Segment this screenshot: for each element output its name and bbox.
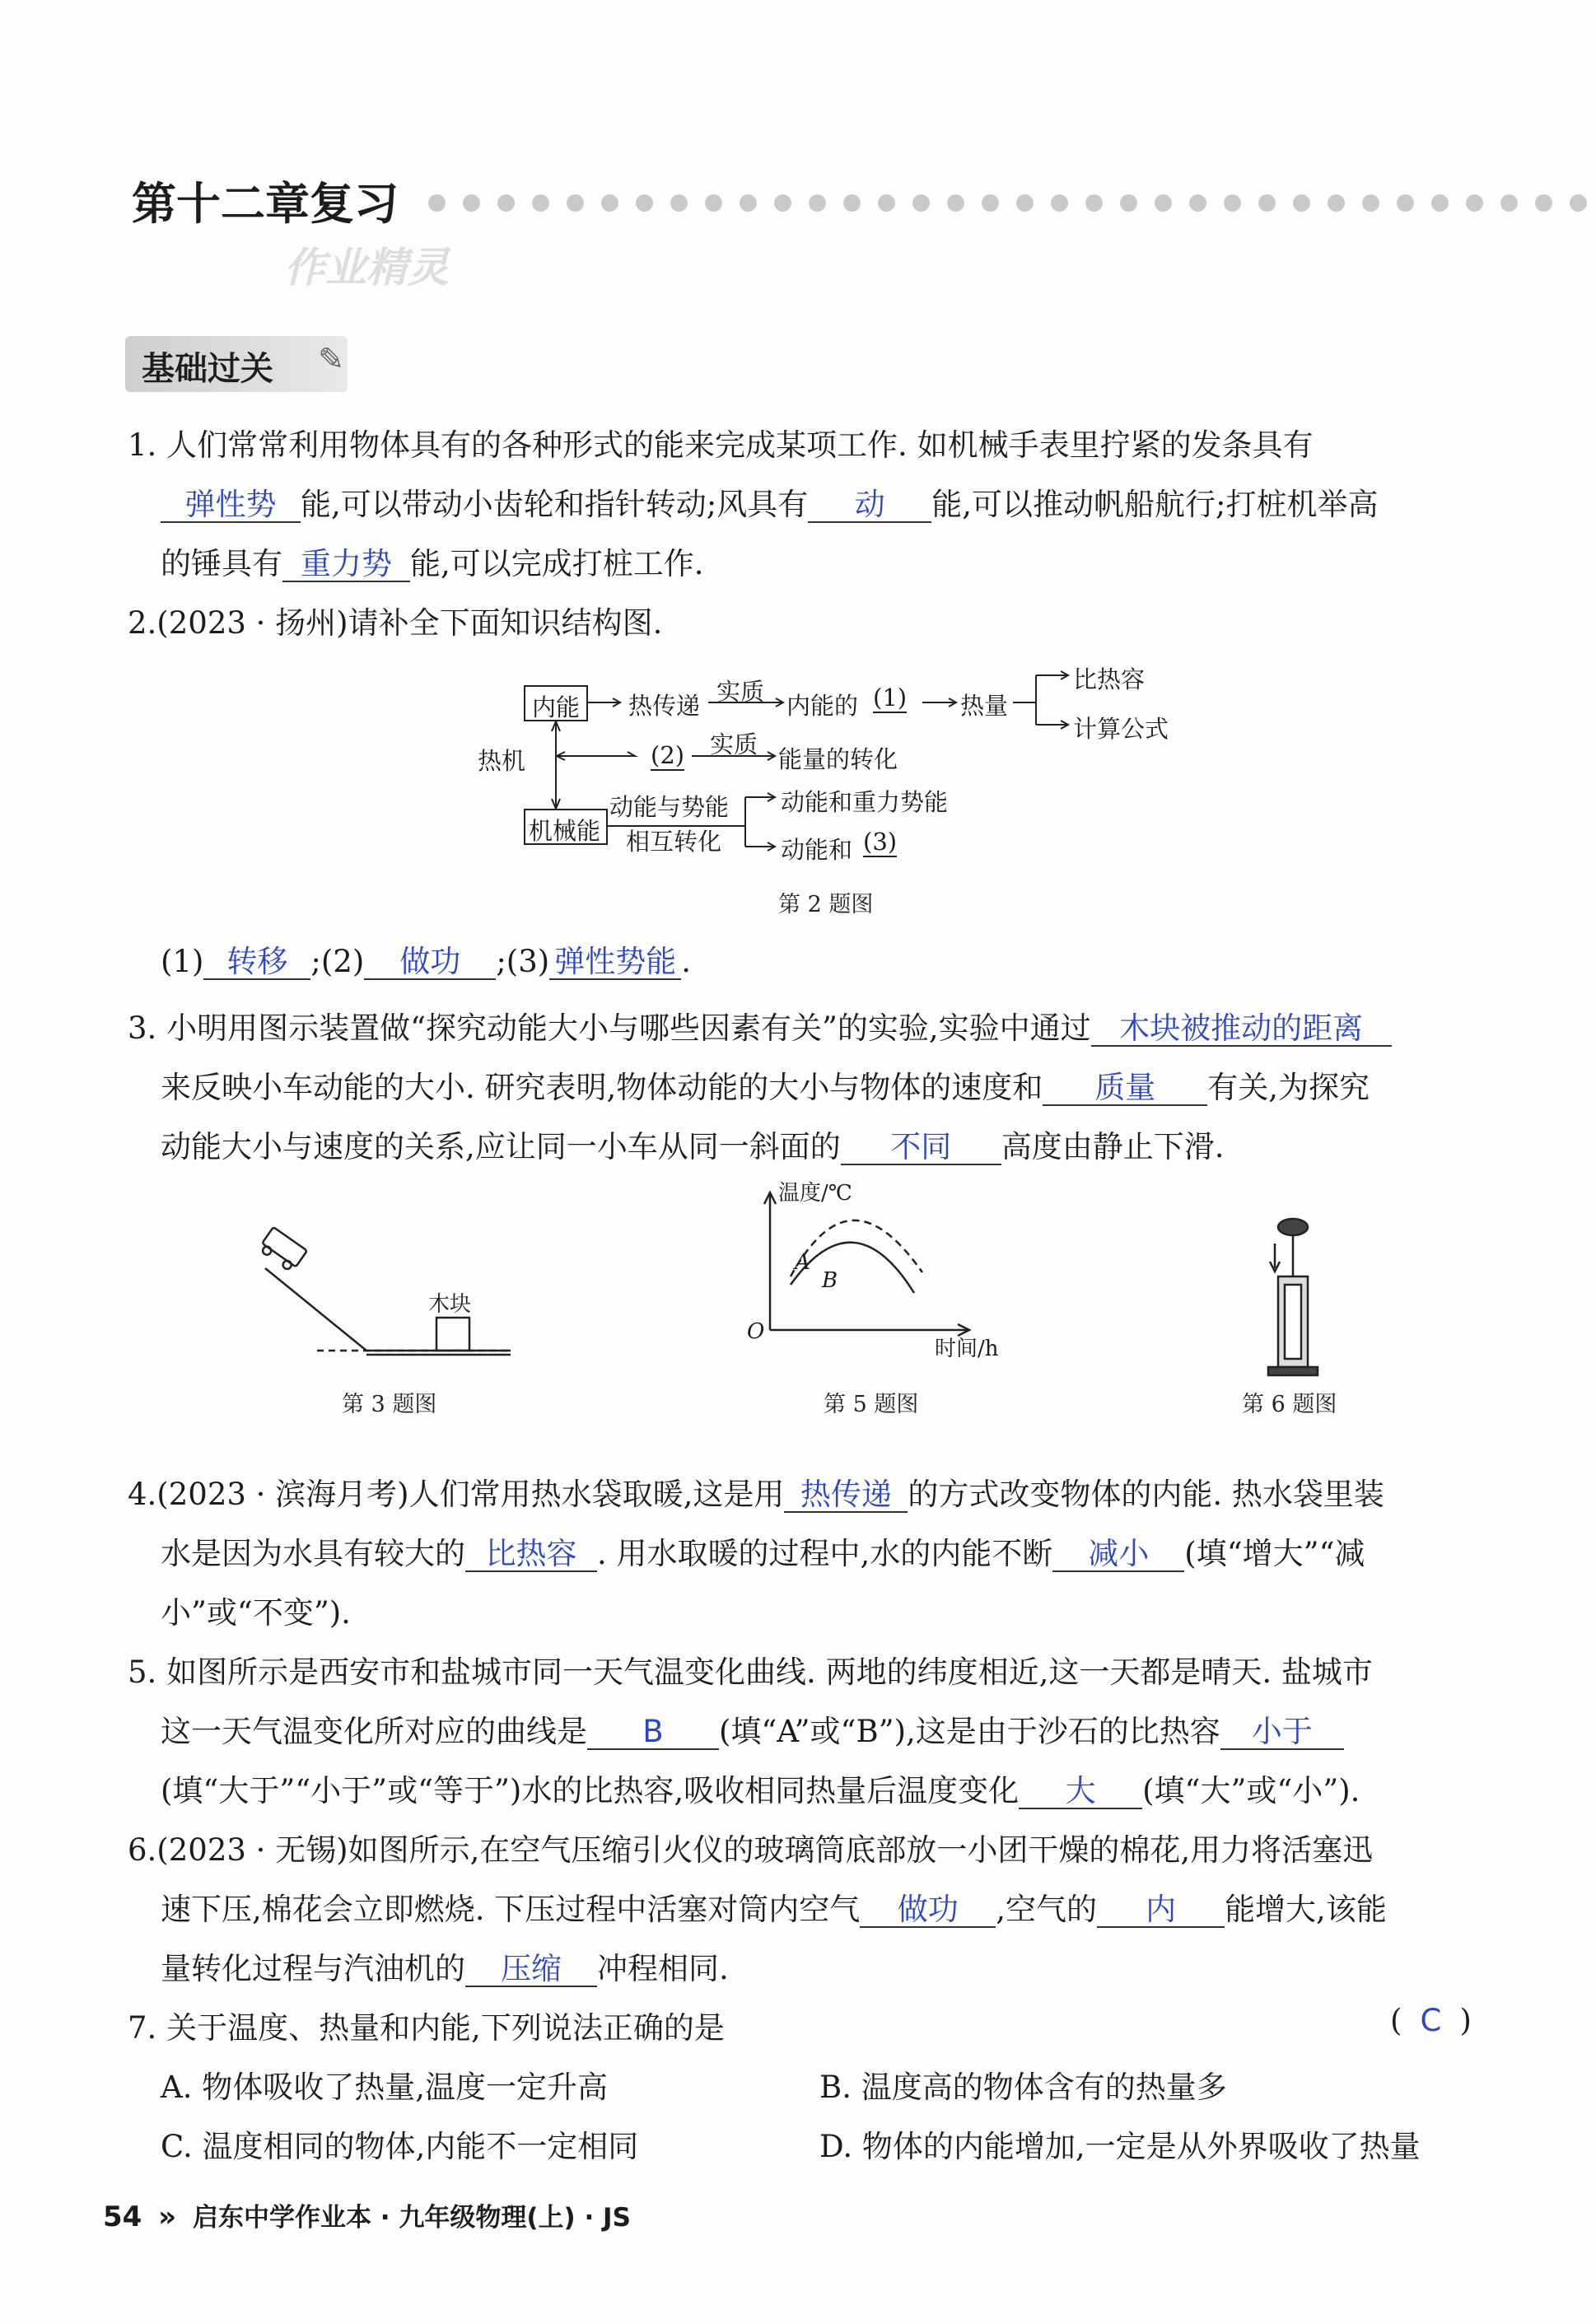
q5-line3: (填“大于”“小于”或“等于”)水的比热容,吸收相同热量后温度变化 大 (填“大”或“小”). bbox=[161, 1773, 1360, 1808]
q6-line3: 量转化过程与汽油机的 压缩 冲程相同. bbox=[161, 1951, 729, 1986]
q7-option-a[interactable]: A. 物体吸收了热量,温度一定升高 bbox=[161, 2070, 609, 2105]
q5-answer2[interactable]: 小于 bbox=[1220, 1716, 1344, 1750]
q2-answer3[interactable]: 弹性势能 bbox=[549, 946, 681, 980]
blank-n2: (2) bbox=[651, 741, 685, 769]
q6-answer1[interactable]: 做功 bbox=[860, 1894, 996, 1928]
blank-n3: (3) bbox=[863, 828, 898, 856]
q1-line2: 弹性势 能,可以带动小齿轮和指针转动;风具有 动 能,可以推动帆船航行;打桩机举高 bbox=[161, 479, 1378, 524]
node-neineng-de: 内能的 bbox=[786, 692, 859, 720]
node-nengliang: 能量的转化 bbox=[778, 745, 898, 773]
book-title: 启东中学作业本 · 九年级物理(上) · JS bbox=[192, 2203, 631, 2233]
footer bbox=[103, 2196, 631, 2233]
fig3-caption: 第 3 题图 bbox=[342, 1392, 437, 1417]
q4-answer1[interactable]: 热传递 bbox=[784, 1479, 908, 1513]
fig5-ylabel: 温度/℃ bbox=[778, 1181, 852, 1206]
q7-answer-bracket: ( C ) bbox=[1390, 2003, 1472, 2038]
q2-caption: 第 2 题图 bbox=[778, 892, 874, 917]
q6-answer2[interactable]: 内 bbox=[1097, 1894, 1225, 1928]
node-neineng: 内能 bbox=[532, 693, 581, 721]
fig5-caption: 第 5 题图 bbox=[824, 1392, 919, 1417]
node-reji: 热机 bbox=[478, 747, 526, 775]
q3-line1: 3. 小明用图示装置做“探究动能大小与哪些因素有关”的实验,实验中通过 木块被推动的距离 bbox=[128, 1003, 1392, 1048]
q7-stem: 7. 关于温度、热量和内能,下列说法正确的是 bbox=[128, 2010, 725, 2046]
q4-line2: 水是因为水具有较大的 比热容 . 用水取暖的过程中,水的内能不断 减小 (填“增大”“减 bbox=[161, 1536, 1365, 1571]
q5-answer3[interactable]: 大 bbox=[1019, 1776, 1142, 1809]
q6-line1: 6.(2023 · 无锡)如图所示,在空气压缩引火仪的玻璃筒底部放一小团干燥的棉花,用力将活塞迅 bbox=[128, 1832, 1374, 1868]
label-shizhi-2: 实质 bbox=[710, 730, 758, 758]
node-rechuandi: 热传递 bbox=[628, 692, 701, 720]
q1-line3: 的锤具有 重力势 能,可以完成打桩工作. bbox=[161, 546, 704, 581]
node-dong-he: 动能和 bbox=[781, 836, 853, 864]
q3-line2: 来反映小车动能的大小. 研究表明,物体动能的大小与物体的速度和 质量 有关,为探究 bbox=[161, 1070, 1370, 1105]
q7-answer[interactable]: C bbox=[1420, 2003, 1442, 2038]
q6-answer3[interactable]: 压缩 bbox=[465, 1953, 597, 1987]
q3-answer3[interactable]: 不同 bbox=[841, 1132, 1001, 1165]
label-huxiang: 相互转化 bbox=[626, 828, 722, 856]
node-birerong: 比热容 bbox=[1073, 665, 1146, 693]
section-title: 基础过关 bbox=[142, 350, 273, 388]
watermark-logo: 作业精灵 bbox=[284, 244, 449, 292]
label-dongneng-shineng: 动能与势能 bbox=[609, 793, 730, 821]
q2-answers: (1) 转移 ;(2) 做功 ;(3) 弹性势能 . bbox=[161, 944, 691, 979]
q4-line1: 4.(2023 · 滨海月考)人们常用热水袋取暖,这是用 热传递 的方式改变物体的内能. 热水袋里装 bbox=[128, 1477, 1384, 1512]
chapter-title: 第十二章复习 bbox=[132, 178, 399, 230]
q3-answer2[interactable]: 质量 bbox=[1043, 1072, 1207, 1106]
q3-line3: 动能大小与速度的关系,应让同一小车从同一斜面的 不同 高度由静止下滑. bbox=[161, 1129, 1225, 1164]
node-jixieneng: 机械能 bbox=[529, 817, 601, 845]
q4-answer2[interactable]: 比热容 bbox=[465, 1538, 597, 1572]
curve-a bbox=[791, 1220, 922, 1276]
q5-answer1[interactable]: B bbox=[587, 1716, 719, 1750]
q4-line3: 小”或“不变”). bbox=[161, 1595, 351, 1631]
q5-line1: 5. 如图所示是西安市和盐城市同一天气温变化曲线. 两地的纬度相近,这一天都是晴天. 盐城市 bbox=[128, 1654, 1373, 1690]
q2-answer1[interactable]: 转移 bbox=[203, 946, 310, 980]
fig6-caption: 第 6 题图 bbox=[1242, 1392, 1337, 1417]
q6-line2: 速下压,棉花会立即燃烧. 下压过程中活塞对筒内空气 做功 ,空气的 内 能增大,该能 bbox=[161, 1892, 1387, 1927]
node-dong-zhongli: 动能和重力势能 bbox=[781, 788, 949, 816]
q7-option-c[interactable]: C. 温度相同的物体,内能不一定相同 bbox=[161, 2129, 639, 2164]
q1-answer3[interactable]: 重力势 bbox=[282, 548, 410, 582]
fig3-ramp-and-cart bbox=[258, 1227, 511, 1355]
q2-stem: 2.(2023 · 扬州)请补全下面知识结构图. bbox=[128, 605, 663, 641]
q2-answer2[interactable]: 做功 bbox=[364, 946, 496, 980]
fig5-origin: O bbox=[747, 1319, 765, 1344]
q7-option-d[interactable]: D. 物体的内能增加,一定是从外界吸收了热量 bbox=[819, 2129, 1421, 2164]
fig3-block-label: 木块 bbox=[428, 1292, 472, 1317]
q1-answer1[interactable]: 弹性势 bbox=[161, 489, 301, 523]
node-jisuan: 计算公式 bbox=[1073, 715, 1169, 743]
q3-answer1[interactable]: 木块被推动的距离 bbox=[1091, 1013, 1392, 1047]
q1-answer2[interactable]: 动 bbox=[808, 489, 931, 523]
q4-answer3[interactable]: 减小 bbox=[1052, 1538, 1184, 1572]
q7-option-b[interactable]: B. 温度高的物体含有的热量多 bbox=[819, 2070, 1227, 2105]
label-shizhi-1: 实质 bbox=[716, 678, 765, 706]
fig5-curve-a-label: A bbox=[795, 1250, 810, 1275]
page-number: 54 bbox=[103, 2200, 142, 2233]
fig6-compression-device bbox=[1268, 1219, 1318, 1375]
blank-n1: (1) bbox=[873, 684, 908, 712]
footer-arrow-icon: » bbox=[158, 2200, 177, 2233]
q5-line2: 这一天气温变化所对应的曲线是 B (填“A”或“B”),这是由于沙石的比热容 小于 bbox=[161, 1706, 1344, 1751]
fig5-xlabel: 时间/h bbox=[935, 1337, 999, 1361]
q1-line1: 1. 人们常常利用物体具有的各种形式的能来完成某项工作. 如机械手表里拧紧的发条具有 bbox=[128, 427, 1314, 463]
figures-row bbox=[0, 1169, 1596, 1433]
node-reliang: 热量 bbox=[960, 692, 1009, 720]
pencil-icon: ✎ bbox=[318, 341, 344, 377]
fig5-curve-b-label: B bbox=[822, 1268, 838, 1293]
